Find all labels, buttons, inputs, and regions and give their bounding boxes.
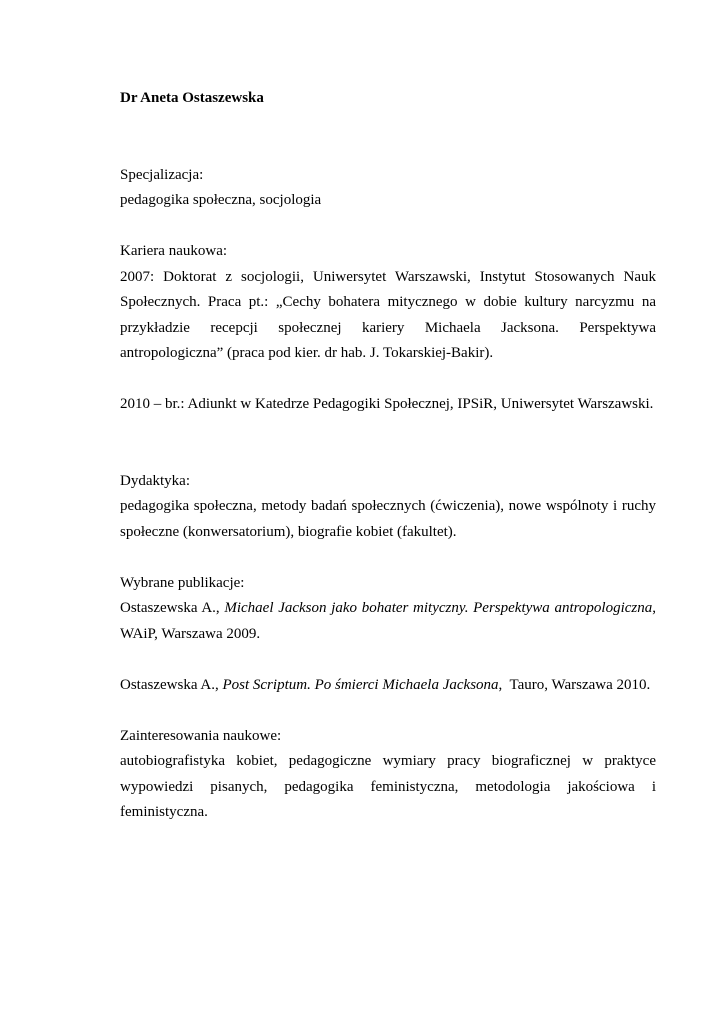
spacer [120, 112, 656, 163]
teaching-value: pedagogika społeczna, metody badań społecznych (ćwiczenia), nowe wspólnoty i ruchy społeczne (konwersatorium), biografie kobiet (fakultet). [120, 498, 656, 540]
teaching-heading: Dydaktyka: [120, 472, 190, 489]
spacer [120, 214, 656, 240]
career-entry-2007: 2007: Doktorat z socjologii, Uniwersytet Warszawski, Instytut Stosowanych Nauk Społecznych. Praca pt.: „Cechy bohatera mitycznego w dobie kultury narcyzmu na przykładzie recepcji społecznej kariery Michaela Jacksona. Perspektywa antropologiczna” (praca pod kier. dr hab. J. Tokarskiej-Bakir). [120, 268, 656, 361]
specialization-value: pedagogika społeczna, socjologia [120, 192, 322, 208]
interests-value: autobiografistyka kobiet, pedagogiczne wymiary pracy biograficznej w praktyce wypowiedzi pisanych, pedagogika feministyczna, metodologia jakościowa i feministyczna. [120, 753, 656, 820]
publication-title: Michael Jackson jako bohater mityczny. Perspektywa antropologiczna [224, 600, 653, 616]
publications-heading: Wybrane publikacje: [120, 574, 245, 591]
document-page [120, 86, 656, 826]
specialization-heading: Specjalizacja: [120, 166, 204, 183]
publication-details: , Tauro, Warszawa 2010. [498, 676, 651, 693]
publication-title: Post Scriptum. Po śmierci Michaela Jacksona [222, 676, 499, 693]
spacer [120, 698, 656, 724]
spacer [120, 647, 656, 673]
publication-author: Ostaszewska A., [120, 600, 225, 616]
career-entry-2010: 2010 – br.: Adiunkt w Katedrze Pedagogiki Społecznej, IPSiR, Uniwersytet Warszawski. [120, 396, 654, 412]
publication-item-1 [120, 596, 656, 647]
person-name: Dr Aneta Ostaszewska [120, 90, 264, 106]
interests-heading: Zainteresowania naukowe: [120, 727, 282, 744]
spacer [120, 418, 656, 469]
spacer [120, 367, 656, 393]
publication-author: Ostaszewska A., [120, 676, 223, 693]
spacer [120, 545, 656, 571]
publication-item-2 [120, 673, 656, 699]
career-heading: Kariera naukowa: [120, 243, 228, 259]
publication-details: , WAiP, Warszawa 2009. [120, 600, 656, 642]
